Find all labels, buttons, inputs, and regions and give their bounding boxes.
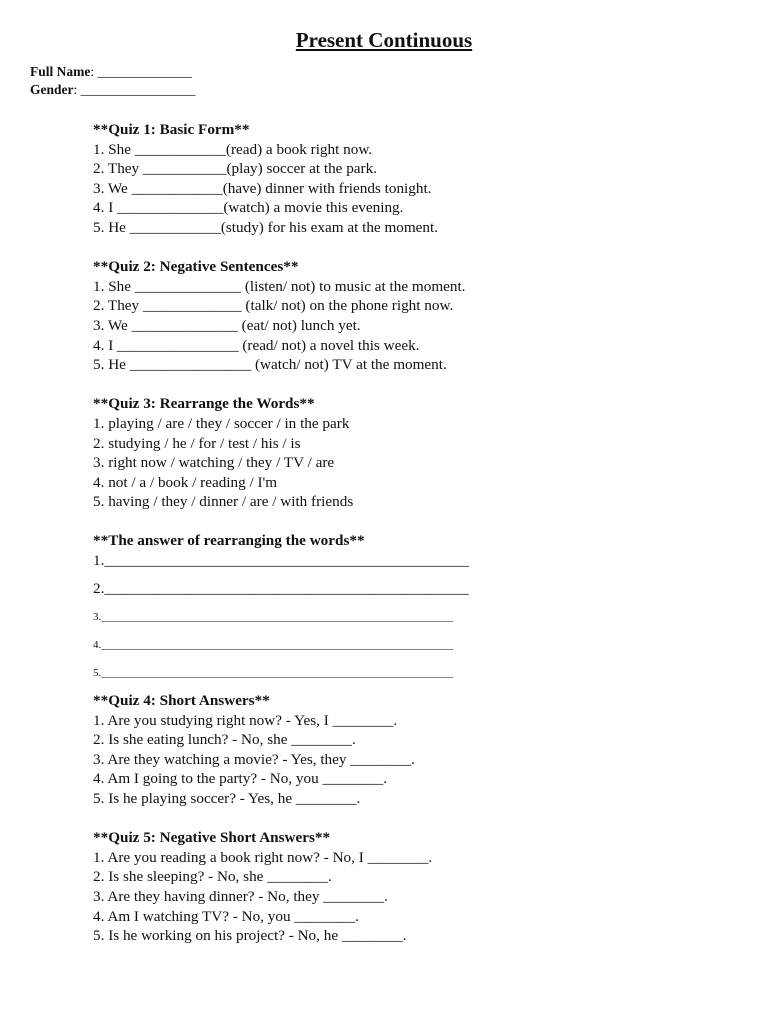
quiz-1-item: 3. We ____________(have) dinner with friends tonight. (93, 179, 432, 197)
quiz-3-item: 2. studying / he / for / test / his / is (93, 434, 301, 452)
answer-line: 2.________________________________________________ (93, 580, 469, 598)
quiz-3-heading: **Quiz 3: Rearrange the Words** (93, 395, 315, 413)
quiz-5-section (93, 828, 653, 946)
answer-line: 5.________________________________________________________________ (93, 667, 454, 680)
worksheet-content (93, 120, 653, 946)
quiz-4-item: 5. Is he playing soccer? - Yes, he ________. (93, 790, 361, 808)
gender-blank: : _________________ (73, 82, 196, 97)
quiz-2-item: 3. We ______________ (eat/ not) lunch yet. (93, 316, 361, 334)
quiz-1-section (93, 120, 653, 238)
quiz-3-item: 3. right now / watching / they / TV / are (93, 454, 335, 472)
quiz-4-item: 2. Is she eating lunch? - No, she ________. (93, 731, 356, 749)
quiz-1-item: 1. She ____________(read) a book right now. (93, 140, 373, 158)
section-gap (93, 375, 653, 395)
full-name-label: Full Name (30, 64, 91, 79)
quiz-5-item: 4. Am I watching TV? - No, you ________. (93, 907, 359, 925)
quiz-1-heading: **Quiz 1: Basic Form** (93, 121, 250, 138)
gender-field (30, 81, 195, 99)
quiz-4-heading: **Quiz 4: Short Answers** (93, 692, 270, 710)
quiz-1-item: 5. He ____________(study) for his exam at the moment. (93, 218, 439, 236)
quiz-5-item: 3. Are they having dinner? - No, they ________. (93, 888, 388, 905)
quiz-3-item: 1. playing / are / they / soccer / in the park (93, 414, 350, 432)
answers-section (93, 531, 653, 691)
quiz-2-item: 2. They _____________ (talk/ not) on the phone right now. (93, 297, 454, 315)
quiz-5-item: 5. Is he working on his project? - No, he ________. (93, 927, 407, 945)
answer-line: 1.________________________________________________ (93, 552, 469, 570)
quiz-3-item: 4. not / a / book / reading / I'm (93, 473, 278, 491)
quiz-1-item: 4. I ______________(watch) a movie this evening. (93, 199, 404, 217)
quiz-2-section (93, 257, 653, 375)
quiz-2-item: 5. He ________________ (watch/ not) TV at the moment. (93, 356, 447, 374)
quiz-4-section (93, 691, 653, 809)
section-gap (93, 809, 653, 829)
gender-label: Gender (30, 82, 74, 97)
quiz-4-item: 1. Are you studying right now? - Yes, I ________. (93, 711, 398, 729)
quiz-5-heading: **Quiz 5: Negative Short Answers** (93, 829, 331, 847)
full-name-blank: : ______________ (90, 64, 193, 79)
quiz-4-item: 3. Are they watching a movie? - Yes, they ________. (93, 750, 415, 768)
section-gap (93, 238, 653, 258)
quiz-2-item: 1. She ______________ (listen/ not) to music at the moment. (93, 277, 466, 295)
answers-heading: **The answer of rearranging the words** (93, 532, 365, 550)
quiz-2-heading: **Quiz 2: Negative Sentences** (93, 258, 299, 276)
quiz-4-item: 4. Am I going to the party? - No, you ________. (93, 770, 388, 788)
quiz-3-section (93, 394, 653, 512)
page-title: Present Continuous (295, 28, 473, 52)
quiz-5-item: 2. Is she sleeping? - No, she ________. (93, 868, 332, 886)
answer-line: 4.________________________________________________________________ (93, 639, 454, 652)
quiz-3-item: 5. having / they / dinner / are / with friends (93, 493, 354, 511)
quiz-2-item: 4. I ________________ (read/ not) a novel this week. (93, 336, 420, 354)
full-name-field (30, 63, 192, 81)
quiz-5-item: 1. Are you reading a book right now? - No, I ________. (93, 848, 433, 866)
quiz-1-item: 2. They ___________(play) soccer at the park. (93, 160, 377, 178)
answer-line: 3.________________________________________________________________ (93, 611, 454, 624)
section-gap (93, 512, 653, 532)
